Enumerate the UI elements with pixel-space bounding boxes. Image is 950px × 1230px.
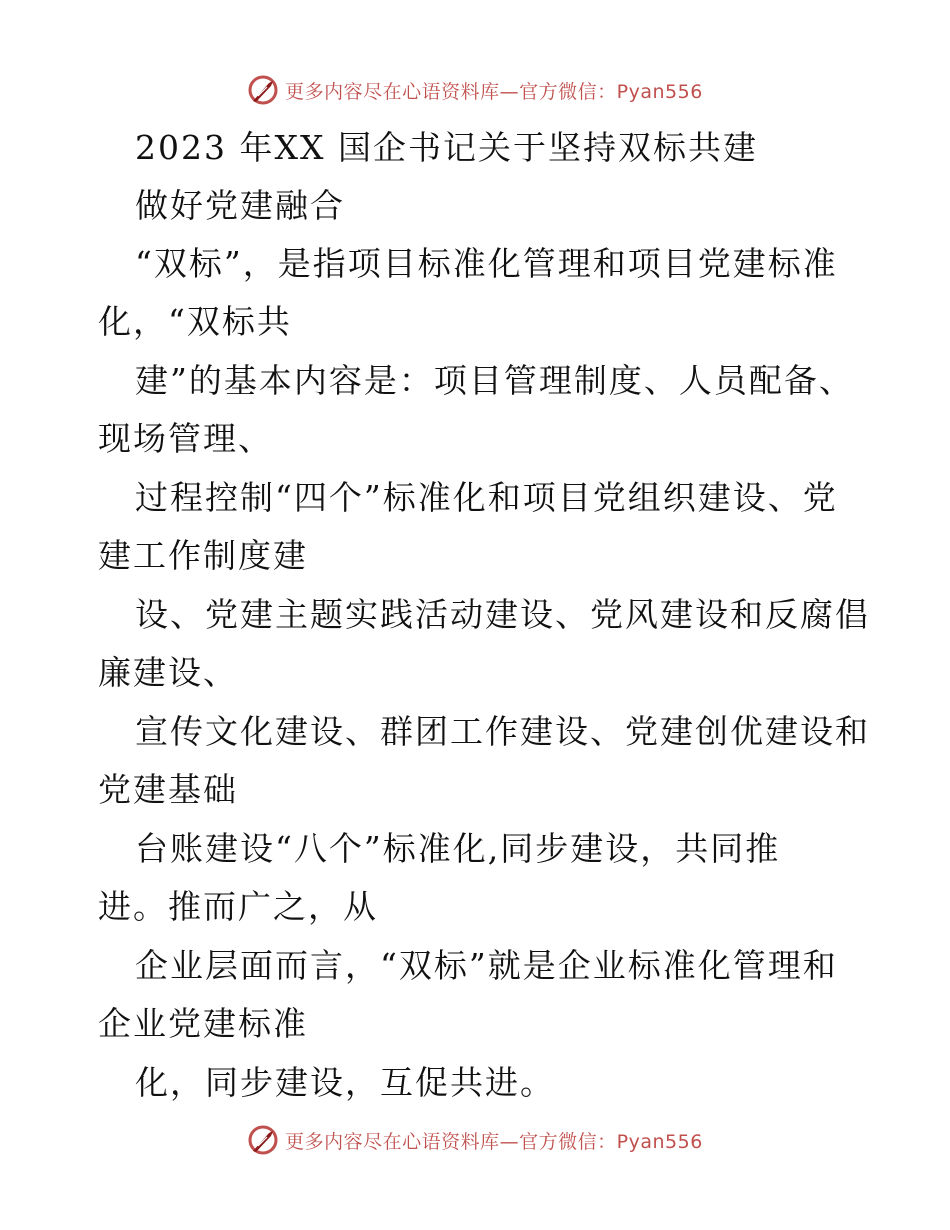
header-watermark: [0, 70, 950, 110]
paragraph-line: 建”的基本内容是：项目管理制度、人员配备、: [135, 361, 854, 400]
paragraph-line: 台账建设“八个”标准化,同步建设，共同推: [135, 829, 781, 868]
paragraph-line: 现场管理、: [98, 419, 273, 458]
paragraph-line: 化，“双标共: [98, 302, 292, 341]
watermark-text: 更多内容尽在心语资料库—官方微信：Pyan556: [285, 80, 703, 103]
paragraph-line: 化，同步建设，互促共进。: [135, 1063, 555, 1102]
watermark-text: 更多内容尽在心语资料库—官方微信：Pyan556: [285, 1130, 703, 1153]
paragraph-line: 进。推而广之，从: [98, 887, 378, 926]
paragraph-line: 企业层面而言，“双标”就是企业标准化管理和: [135, 946, 838, 985]
footer-watermark: [0, 1120, 950, 1160]
paragraph-line: 党建基础: [98, 770, 238, 809]
feather-pen-seal-icon: [247, 1124, 279, 1156]
document-title-line-1: 2023 年XX 国企书记关于坚持双标共建: [135, 128, 758, 167]
feather-pen-seal-icon: [247, 74, 279, 106]
paragraph-line: 企业党建标准: [98, 1004, 308, 1043]
paragraph-line: 过程控制“四个”标准化和项目党组织建设、党: [135, 478, 838, 517]
paragraph-line: 建工作制度建: [98, 536, 308, 575]
paragraph-line: 设、党建主题实践活动建设、党风建设和反腐倡: [135, 595, 870, 634]
paragraph-line: 廉建设、: [98, 653, 238, 692]
document-title-line-2: 做好党建融合: [135, 186, 345, 225]
paragraph-line: “双标”，是指项目标准化管理和项目党建标准: [135, 244, 838, 283]
paragraph-line: 宣传文化建设、群团工作建设、党建创优建设和: [135, 712, 870, 751]
